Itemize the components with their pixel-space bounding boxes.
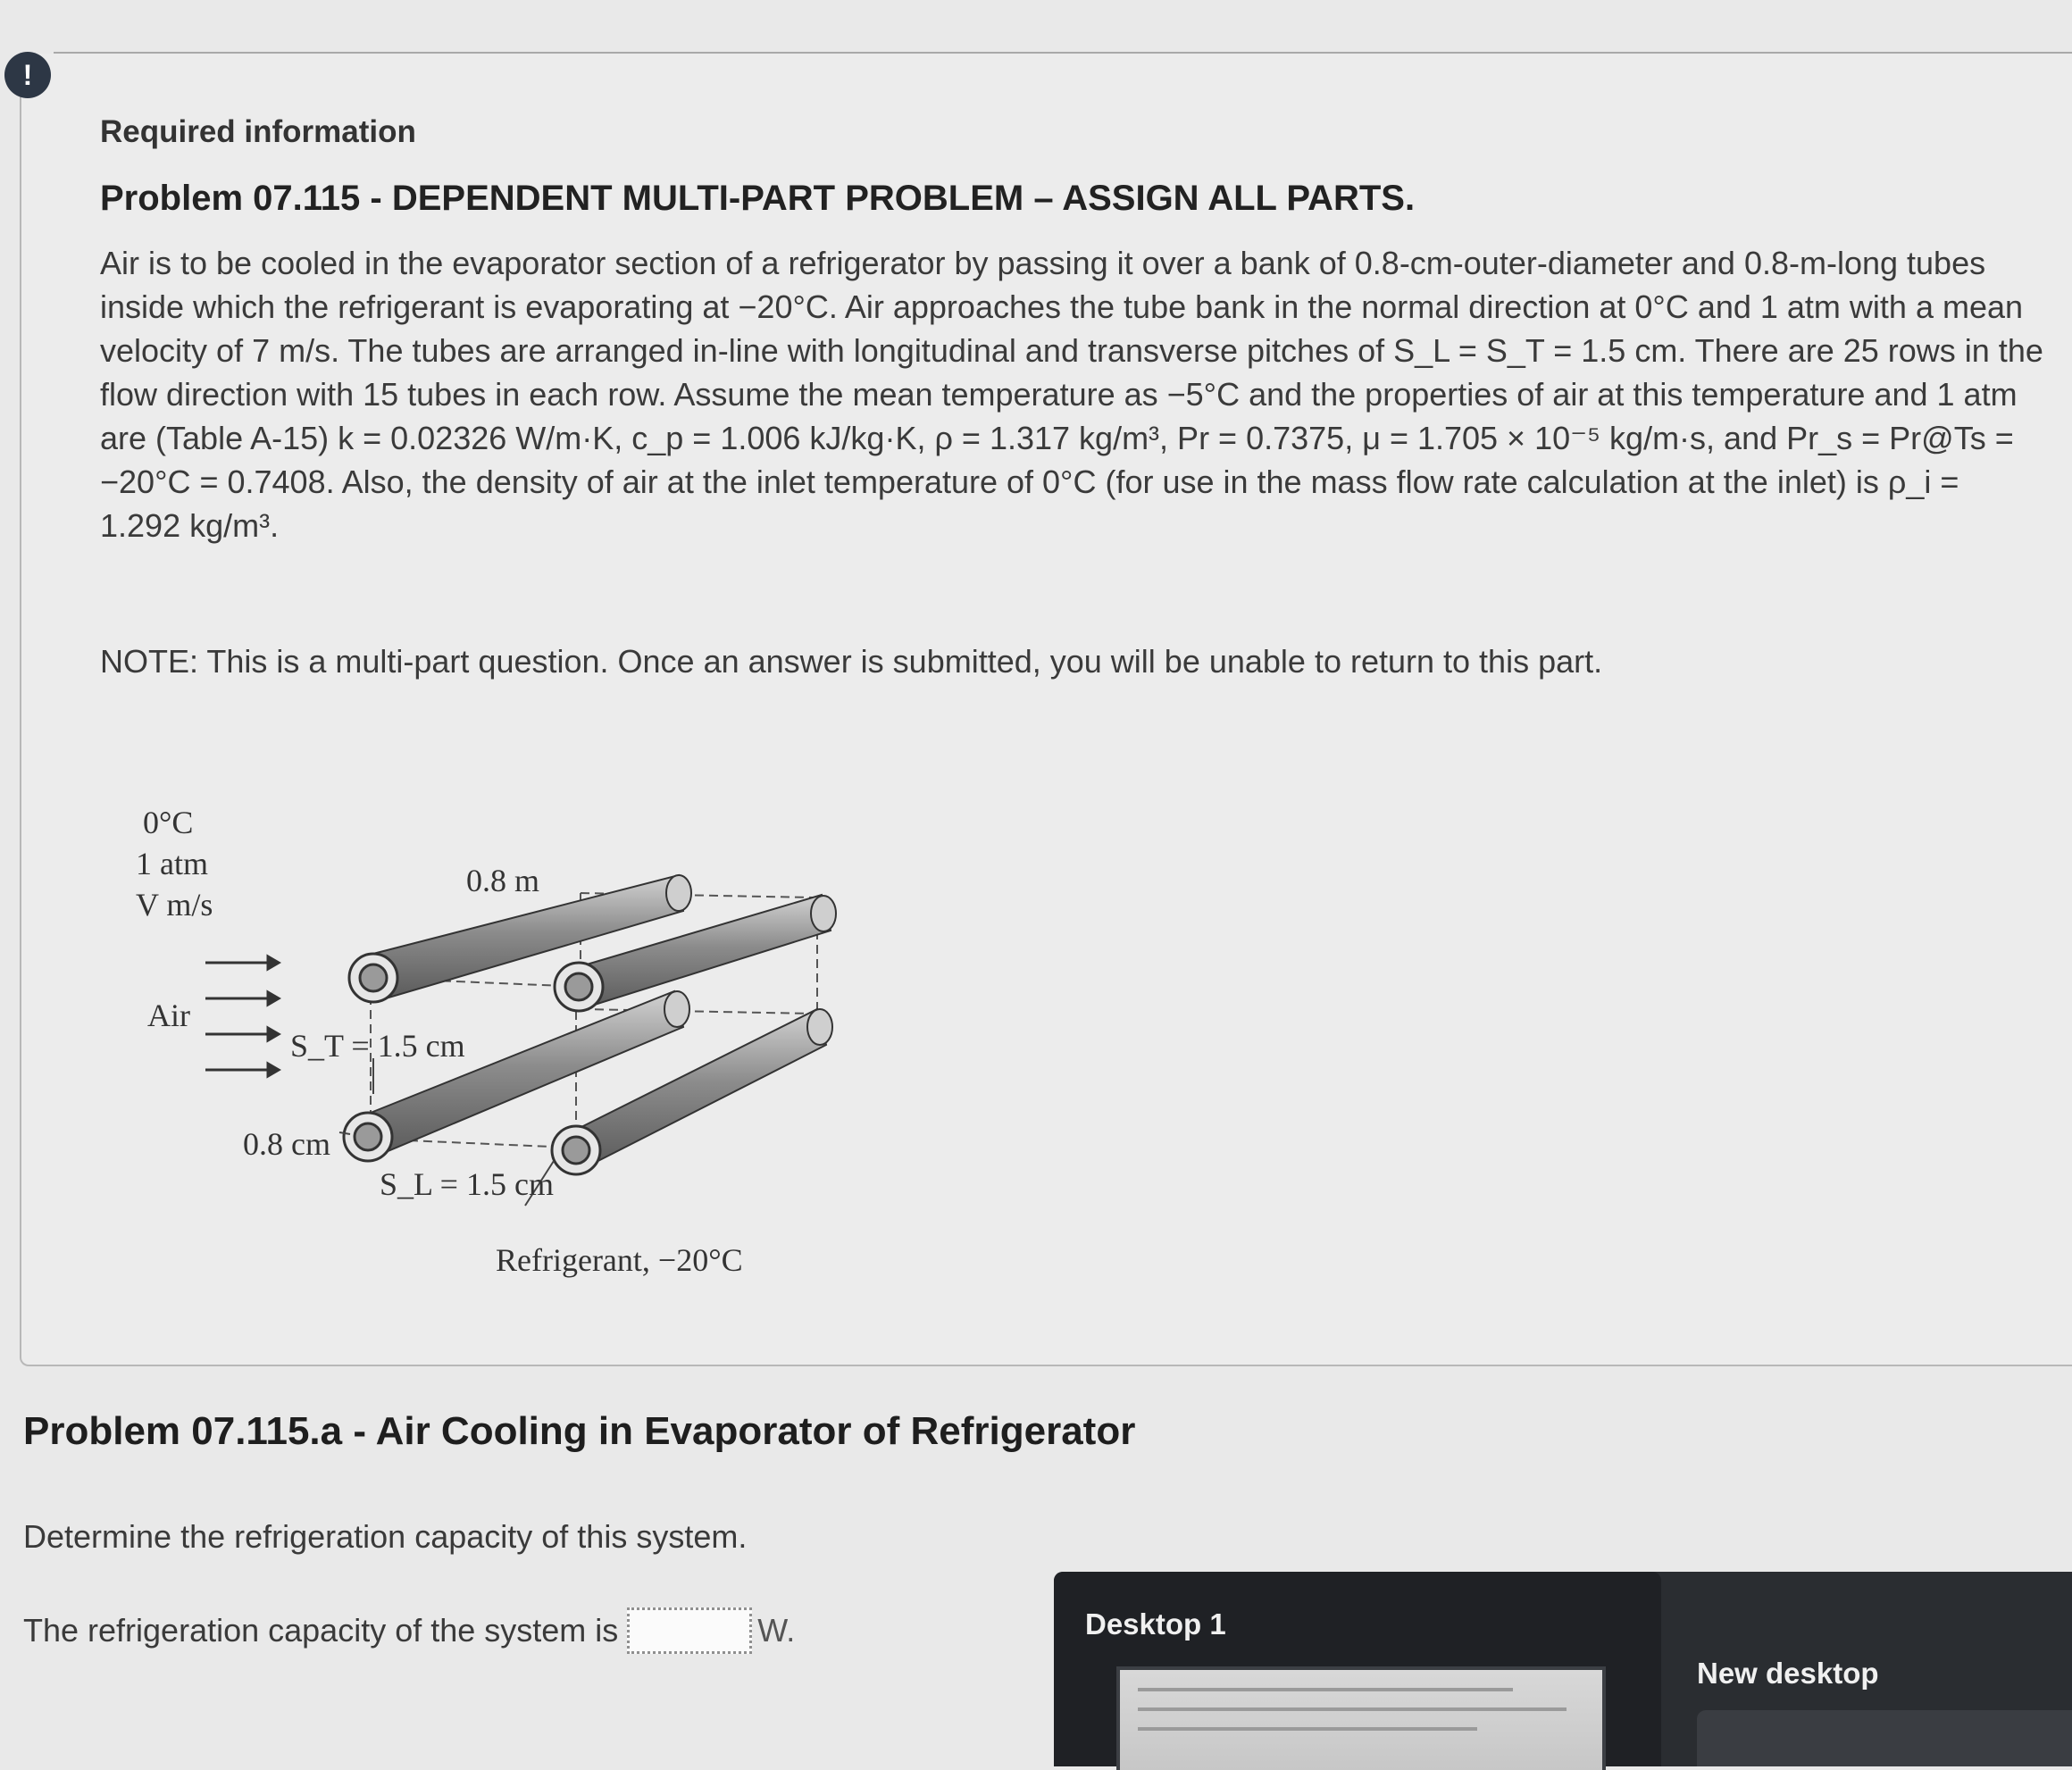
tube-diameter-label: 0.8 cm [243,1126,330,1162]
longitudinal-pitch-label: S_L = 1.5 cm [380,1166,554,1202]
desktop-1-label: Desktop 1 [1085,1607,1226,1641]
refrigerant-label: Refrigerant, −20°C [496,1242,743,1278]
multi-part-note: NOTE: This is a multi-part question. Once an answer is submitted, you will be unable to return to this part. [100,643,1603,680]
answer-unit: W. [757,1612,796,1649]
new-desktop-button[interactable] [1697,1710,2072,1766]
transverse-pitch-label: S_T = 1.5 cm [290,1028,465,1064]
thumbnail-text-line [1138,1688,1513,1691]
part-a-title: Problem 07.115.a - Air Cooling in Evaporator of Refrigerator [23,1409,1136,1453]
inlet-temperature-label: 0°C [143,805,194,840]
thumbnail-text-line [1138,1707,1567,1711]
required-info-heading: Required information [100,114,416,149]
problem-statement: Air is to be cooled in the evaporator section of a refrigerator by passing it over a bank of 0.8-cm-outer-diameter and 0.8-m-long tubes inside which the refrigerant is evaporating at −20°C. Air approaches the tube bank in the normal direction at 0°C and 1 atm with a mean velocity of 7 m/s. The tubes are arranged in-line with longitudinal and transverse pitches of S_L = S_T = 1.5 cm. There are 25 rows in the flow direction with 15 tubes in each row. Assume the mean temperature as −5°C and the properties of air at this temperature and 1 atm are (Table A-15) k = 0.02326 W/m·K, c_p = 1.006 kJ/kg·K, ρ = 1.317 kg/m³, Pr = 0.7375, μ = 1.705 × 10⁻⁵ kg/m·s, and Pr_s = Pr@Ts = −20°C = 0.7408. Also, the density of air at the inlet temperature of 0°C (for use in the mass flow rate calculation at the inlet) is ρ_i = 1.292 kg/m³. [100,245,2043,544]
thumbnail-text-line [1138,1727,1477,1731]
air-label: Air [147,998,190,1033]
answer-label: The refrigeration capacity of the system is [23,1612,619,1649]
desktop-1-thumbnail[interactable] [1116,1666,1606,1770]
part-a-prompt: Determine the refrigeration capacity of this system. [23,1518,748,1555]
inlet-pressure-label: 1 atm [136,846,208,881]
tube-length-label: 0.8 m [466,863,540,898]
problem-title: Problem 07.115 - DEPENDENT MULTI-PART PROBLEM – ASSIGN ALL PARTS. [100,179,1416,218]
new-desktop-label: New desktop [1697,1657,1879,1690]
alert-icon: ! [4,52,51,98]
answer-row [23,1607,795,1654]
air-flow-arrows [205,956,279,1076]
tube-bank-figure [125,786,857,1322]
refrigeration-capacity-input[interactable] [627,1607,752,1654]
inlet-velocity-label: V m/s [136,887,213,923]
